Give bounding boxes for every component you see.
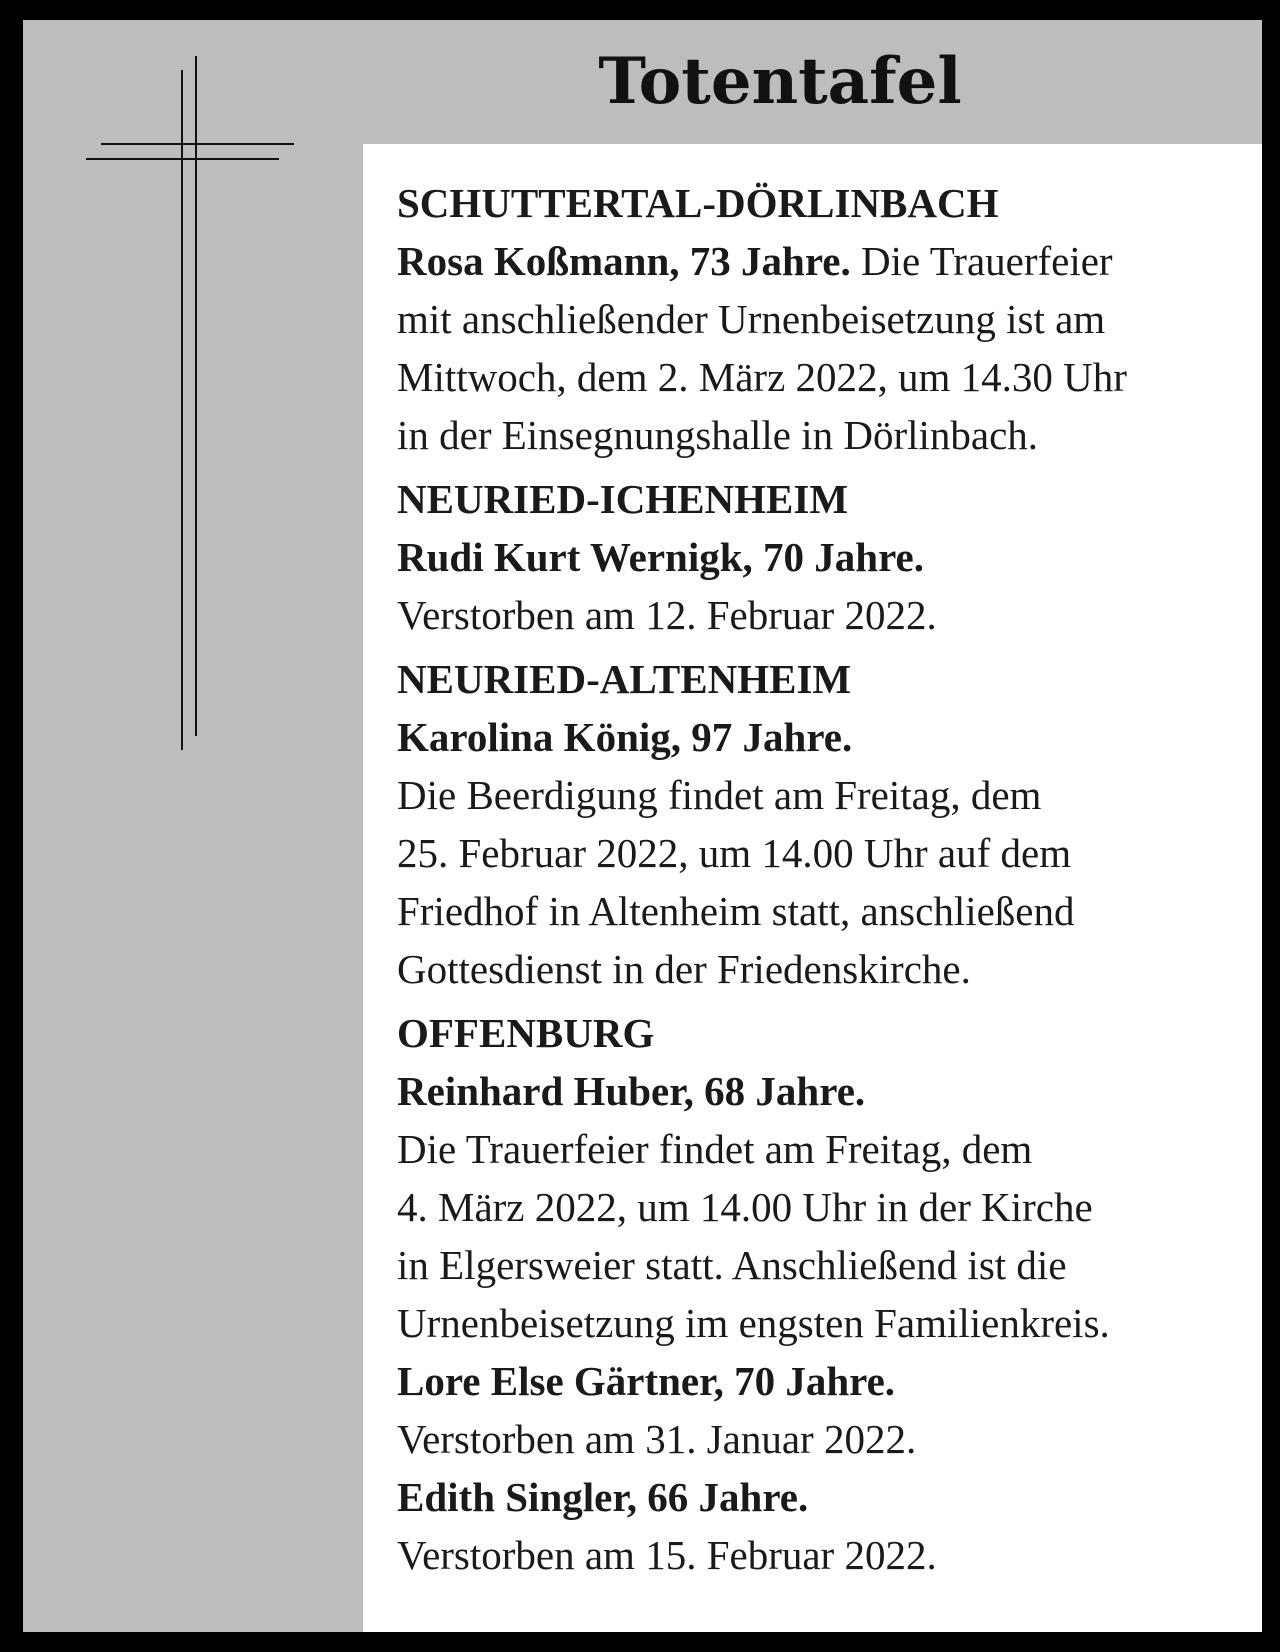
text-line: Gottesdienst in der Friedenskirche. bbox=[397, 946, 971, 992]
place-heading: NEURIED-ALTENHEIM bbox=[397, 656, 852, 702]
place-heading: SCHUTTERTAL-DÖRLINBACH bbox=[397, 180, 999, 226]
obituary-entry bbox=[397, 470, 1242, 644]
text-line: Friedhof in Altenheim statt, anschließend bbox=[397, 888, 1075, 934]
obituary-entry bbox=[397, 174, 1242, 464]
text-line: in Elgersweier statt. Anschließend ist die bbox=[397, 1242, 1067, 1288]
obituary-entry bbox=[397, 1004, 1242, 1584]
person-name: Edith Singler, 66 Jahre. bbox=[397, 1474, 809, 1520]
text-line: Verstorben am 15. Februar 2022. bbox=[397, 1532, 937, 1578]
person-name: Lore Else Gärtner, 70 Jahre. bbox=[397, 1358, 896, 1404]
text-line: 25. Februar 2022, um 14.00 Uhr auf dem bbox=[397, 830, 1072, 876]
text-line: Verstorben am 31. Januar 2022. bbox=[397, 1416, 917, 1462]
text-line: in der Einsegnungshalle in Dörlinbach. bbox=[397, 412, 1039, 458]
text-line: Die Trauerfeier findet am Freitag, dem bbox=[397, 1126, 1033, 1172]
page-title: Totentafel bbox=[598, 44, 962, 119]
person-line bbox=[397, 232, 1242, 290]
text-line: 4. März 2022, um 14.00 Uhr in der Kirche bbox=[397, 1184, 1093, 1230]
text-line: mit anschließender Urnenbeisetzung ist am bbox=[397, 296, 1106, 342]
person-name: Rudi Kurt Wernigk, 70 Jahre. bbox=[397, 534, 924, 580]
cross-icon bbox=[23, 20, 353, 780]
obituary-list bbox=[363, 144, 1262, 1632]
person-text: Die Trauerfeier bbox=[850, 238, 1113, 284]
person-name: Rosa Koßmann, 73 Jahre. bbox=[397, 238, 851, 284]
person-name: Reinhard Huber, 68 Jahre. bbox=[397, 1068, 866, 1114]
text-line: Verstorben am 12. Februar 2022. bbox=[397, 592, 937, 638]
place-heading: OFFENBURG bbox=[397, 1010, 655, 1056]
text-line: Die Beerdigung findet am Freitag, dem bbox=[397, 772, 1042, 818]
obituary-entry bbox=[397, 650, 1242, 998]
text-line: Urnenbeisetzung im engsten Familienkreis. bbox=[397, 1300, 1110, 1346]
person-name: Karolina König, 97 Jahre. bbox=[397, 714, 853, 760]
place-heading: NEURIED-ICHENHEIM bbox=[397, 476, 849, 522]
text-line: Mittwoch, dem 2. März 2022, um 14.30 Uhr bbox=[397, 354, 1127, 400]
